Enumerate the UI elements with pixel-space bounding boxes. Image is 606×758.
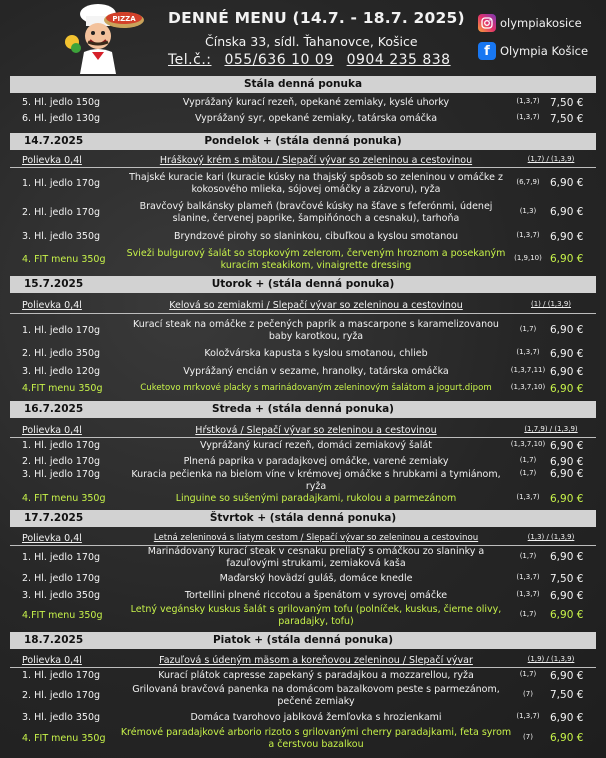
- day-bar-monday: [10, 133, 596, 150]
- item-allergens: (1,3,7,11): [510, 366, 546, 374]
- item-name: 4.FIT menu 350g: [22, 383, 103, 394]
- item-price: 6,90 €: [550, 732, 584, 744]
- item-name: 3. Hl. jedlo 350g: [22, 590, 101, 601]
- item-description: Vyprážaný syr, opekané zemiaky, tatárska omáčka: [194, 113, 438, 124]
- address: Čínska 33, sídl. Ťahanovce, Košice: [205, 34, 418, 49]
- item-name: 3. Hl. jedlo 120g: [22, 366, 101, 377]
- day-date: 16.7.2025: [24, 403, 84, 415]
- divider: [10, 167, 596, 168]
- item-allergens: (7): [523, 733, 533, 741]
- item-description: Maďarský hovädzí guláš, domáce knedle: [219, 573, 413, 584]
- menu-row: [0, 201, 606, 225]
- item-description: Kuracia pečienka na bielom víne v krémovej omáčke s hrubkami a tymiánom, ryža: [131, 469, 501, 492]
- phone-label: Tel.č.:: [168, 52, 212, 68]
- item-description: Cuketovo mrkvové placky s marinádovaným zeleninovým šalátom a jogurt.dipom: [140, 383, 492, 393]
- item-allergens: (1,9,10): [514, 254, 542, 262]
- item-description: Bravčový balkánsky plameň (bravčové kúsky na šťave s feferónmi, údenej slanine, červenej paprike, šampiňónoch a cesnaku), tarhoňa: [139, 201, 493, 224]
- item-name: 2. Hl. jedlo 350g: [22, 348, 101, 359]
- day-date: 18.7.2025: [24, 634, 84, 646]
- divider: [10, 437, 596, 438]
- standing-offer-bar: [10, 76, 596, 93]
- menu-row: [0, 546, 606, 570]
- item-price: 6,90 €: [550, 440, 584, 452]
- item-name: 3. Hl. jedlo 170g: [22, 469, 101, 480]
- chef-logo: [62, 2, 148, 74]
- facebook-icon: f: [478, 42, 496, 60]
- soup-description: Hŕstková / Slepačí vývar so zeleninou a cestovinou: [195, 425, 437, 436]
- menu-row: [0, 113, 606, 127]
- item-name: 1. Hl. jedlo 170g: [22, 440, 101, 451]
- phone-number-1[interactable]: 055/636 10 09: [224, 52, 334, 68]
- item-allergens: (1,7): [519, 456, 537, 464]
- menu-row: [0, 573, 606, 587]
- day-bar-thursday: [10, 510, 596, 527]
- item-name: 2. Hl. jedlo 170g: [22, 690, 101, 701]
- item-price: 6,90 €: [550, 456, 584, 468]
- item-description: Kurací steak na omáčke z pečených paprík a mascarpone s karamelizovanou baby karotkou, ryža: [133, 319, 499, 342]
- item-description: Koložvárska kapusta s kyslou smotanou, chlieb: [204, 348, 428, 359]
- soup-allergens: (1,7,9) / (1,3,9): [524, 425, 578, 433]
- item-description: Vyprážaný kurací rezeň, opekané zemiaky, kyslé uhorky: [182, 97, 450, 108]
- soup-name: Polievka 0,4l: [22, 300, 82, 311]
- item-name: 5. Hl. jedlo 150g: [22, 97, 101, 108]
- soup-description: Kelová so zemiakmi / Slepačí vývar so zeleninou a cestovinou: [169, 300, 463, 311]
- item-price: 6,90 €: [550, 712, 584, 724]
- item-allergens: (1,3,7): [516, 573, 540, 581]
- item-name: 1. Hl. jedlo 170g: [22, 670, 101, 681]
- divider: [10, 313, 596, 314]
- item-description: Kurací plátok capresse zapekaný s paradajkou a mozzarellou, ryža: [158, 670, 474, 681]
- soup-row: [0, 533, 606, 545]
- menu-row: [0, 231, 606, 245]
- soup-name: Polievka 0,4l: [22, 533, 82, 544]
- item-price: 6,90 €: [550, 324, 584, 336]
- item-allergens: (1,3): [519, 207, 537, 215]
- item-allergens: (1,3,7): [516, 113, 540, 121]
- item-name: 4. FIT menu 350g: [22, 733, 106, 744]
- item-description: Bryndzové pirohy so slaninkou, cibuľkou a kyslou smotanou: [173, 231, 459, 242]
- item-price: 7,50 €: [550, 689, 584, 701]
- soup-row: [0, 300, 606, 312]
- item-allergens: (1,3,7): [516, 231, 540, 239]
- item-price: 6,90 €: [550, 590, 584, 602]
- item-allergens: (1,3,7,10): [510, 383, 546, 391]
- item-allergens: (7): [523, 690, 533, 698]
- soup-allergens: (1,7) / (1,3,9): [527, 155, 575, 163]
- soup-allergens: (1,3) / (1,3,9): [527, 533, 575, 541]
- instagram-icon: [478, 14, 496, 32]
- day-label: Štvrtok + (stála denná ponuka): [209, 512, 397, 524]
- item-price: 7,50 €: [550, 573, 584, 585]
- item-name: 4. FIT menu 350g: [22, 493, 106, 504]
- item-allergens: (6,7,9): [516, 178, 540, 186]
- day-label: Pondelok + (stála denná ponuka): [204, 135, 402, 147]
- facebook-link[interactable]: [478, 42, 588, 60]
- item-price: 6,90 €: [550, 468, 584, 480]
- menu-row-fit: [0, 383, 606, 397]
- day-bar-tuesday: [10, 276, 596, 293]
- menu-row: [0, 469, 606, 493]
- menu-row: [0, 670, 606, 684]
- soup-row: [0, 425, 606, 437]
- item-price: 6,90 €: [550, 609, 584, 621]
- item-allergens: (1,7): [519, 552, 537, 560]
- menu-row: [0, 712, 606, 726]
- item-allergens: (1,3,7): [516, 97, 540, 105]
- item-description: Vyprážaný encián v sezame, hranolky, tatárska omáčka: [183, 366, 449, 377]
- item-allergens: (1,3,7): [516, 493, 540, 501]
- item-price: 6,90 €: [550, 383, 584, 395]
- pizza-logo-text: PIZZA: [112, 15, 136, 23]
- item-description: Marinádovaný kurací steak v cesnaku preliatý s omáčkou zo slaninky a fazuľovými strukami, zemiaková kaša: [147, 546, 485, 569]
- menu-row: [0, 172, 606, 196]
- soup-description: Fazuľová s údeným mäsom a koreňovou zeleninou / Slepačí vývar: [159, 655, 473, 666]
- item-name: 4. FIT menu 350g: [22, 254, 106, 265]
- item-price: 6,90 €: [550, 551, 584, 563]
- item-description: Letný vegánsky kuskus šalát s grilovaným tofu (polníček, kuskus, čierne olivy, paradajky, tofu): [130, 604, 502, 627]
- item-allergens: (1,7): [519, 469, 537, 477]
- item-price: 6,90 €: [550, 177, 584, 189]
- soup-row: [0, 155, 606, 167]
- item-name: 2. Hl. jedlo 170g: [22, 573, 101, 584]
- item-description: Linguine so sušenými paradajkami, rukolou a parmezánom: [175, 493, 457, 504]
- item-price: 6,90 €: [550, 348, 584, 360]
- day-date: 17.7.2025: [24, 512, 84, 524]
- phone-line: [168, 52, 459, 68]
- item-name: 6. Hl. jedlo 130g: [22, 113, 101, 124]
- item-price: 7,50 €: [550, 113, 584, 125]
- day-label: Streda + (stála denná ponuka): [212, 403, 394, 415]
- item-name: 4.FIT menu 350g: [22, 610, 103, 621]
- item-allergens: (1,3,7): [516, 590, 540, 598]
- day-label: Utorok + (stála denná ponuka): [211, 278, 395, 290]
- item-allergens: (1,3,7): [516, 712, 540, 720]
- menu-row-fit: [0, 604, 606, 628]
- standing-offer-title: Stála denná ponuka: [243, 78, 363, 90]
- menu-row-fit: [0, 248, 606, 272]
- page-title: DENNÉ MENU (14.7. - 18.7. 2025): [168, 9, 465, 27]
- item-description: Vyprážaný kurací rezeň, domáci zemiakový šalát: [200, 440, 432, 451]
- soup-allergens: (1,9) / (1,3,9): [527, 655, 575, 663]
- item-name: 2. Hl. jedlo 170g: [22, 207, 101, 218]
- menu-row: [0, 319, 606, 343]
- day-label: Piatok + (stála denná ponuka): [212, 634, 394, 646]
- soup-name: Polievka 0,4l: [22, 655, 82, 666]
- item-description: Krémové paradajkové arborio rizoto s grilovanými cherry paradajkami, feta syrom a čerstvou bazalkou: [120, 727, 512, 750]
- phone-number-2[interactable]: 0904 235 838: [346, 52, 451, 68]
- menu-row: [0, 348, 606, 362]
- item-name: 1. Hl. jedlo 170g: [22, 552, 101, 563]
- menu-row: [0, 684, 606, 708]
- item-description: Thajské kuracie kari (kuracie kúsky na thajský spôsob so zeleninou v omáčke z kokosového mlieka, sójovej omáčky a zázvoru), ryža: [129, 172, 503, 195]
- item-description: Tortellini plnené riccotou a špenátom v syrovej omáčke: [184, 590, 448, 601]
- day-date: 14.7.2025: [24, 135, 84, 147]
- item-name: 2. Hl. jedlo 170g: [22, 456, 101, 467]
- item-name: 1. Hl. jedlo 170g: [22, 178, 101, 189]
- menu-row: [0, 97, 606, 111]
- menu-header: [0, 0, 606, 72]
- soup-row: [0, 655, 606, 667]
- item-description: Svieži bulgurový šalát so stopkovým zelerom, červeným hroznom a posekaným kuracím steakikom, vinaigrette dressing: [126, 248, 506, 271]
- day-date: 15.7.2025: [24, 278, 84, 290]
- item-description: Grilovaná bravčová panenka na domácom bazalkovom peste s parmezánom, pečené zemiaky: [132, 684, 500, 707]
- menu-row-fit: [0, 727, 606, 751]
- divider: [10, 667, 596, 668]
- item-allergens: (1,7): [519, 325, 537, 333]
- soup-name: Polievka 0,4l: [22, 155, 82, 166]
- item-price: 6,90 €: [550, 206, 584, 218]
- menu-row-fit: [0, 493, 606, 507]
- soup-name: Polievka 0,4l: [22, 425, 82, 436]
- instagram-link[interactable]: [478, 14, 582, 32]
- menu-row: [0, 590, 606, 604]
- item-price: 6,90 €: [550, 231, 584, 243]
- item-price: 7,50 €: [550, 97, 584, 109]
- day-bar-wednesday: [10, 401, 596, 418]
- menu-row: [0, 366, 606, 380]
- item-name: 1. Hl. jedlo 170g: [22, 325, 101, 336]
- soup-description: Letná zeleninová s liatym cestom / Slepačí vývar so zeleninou a cestovinou: [153, 533, 479, 543]
- item-description: Plnená paprika v paradajkovej omáčke, varené zemiaky: [183, 456, 449, 467]
- item-price: 6,90 €: [550, 493, 584, 505]
- instagram-handle: olympiakosice: [500, 16, 582, 30]
- menu-row: [0, 456, 606, 470]
- item-allergens: (1,3,7): [516, 348, 540, 356]
- soup-allergens: (1) / (1,3,9): [531, 300, 571, 308]
- soup-description: Hráškový krém s mätou / Slepačí vývar so zeleninou a cestovinou: [159, 155, 473, 166]
- day-bar-friday: [10, 632, 596, 649]
- facebook-handle: Olympia Košice: [500, 44, 589, 58]
- item-price: 6,90 €: [550, 670, 584, 682]
- menu-row: [0, 440, 606, 454]
- item-description: Domáca tvarohovo jablková žemľovka s hrozienkami: [190, 712, 442, 723]
- item-price: 6,90 €: [550, 253, 584, 265]
- item-allergens: (1,7): [519, 610, 537, 618]
- item-price: 6,90 €: [550, 366, 584, 378]
- item-name: 3. Hl. jedlo 350g: [22, 712, 101, 723]
- item-allergens: (1,3,7,10): [510, 440, 546, 448]
- item-allergens: (1,7): [519, 670, 537, 678]
- item-name: 3. Hl. jedlo 350g: [22, 231, 101, 242]
